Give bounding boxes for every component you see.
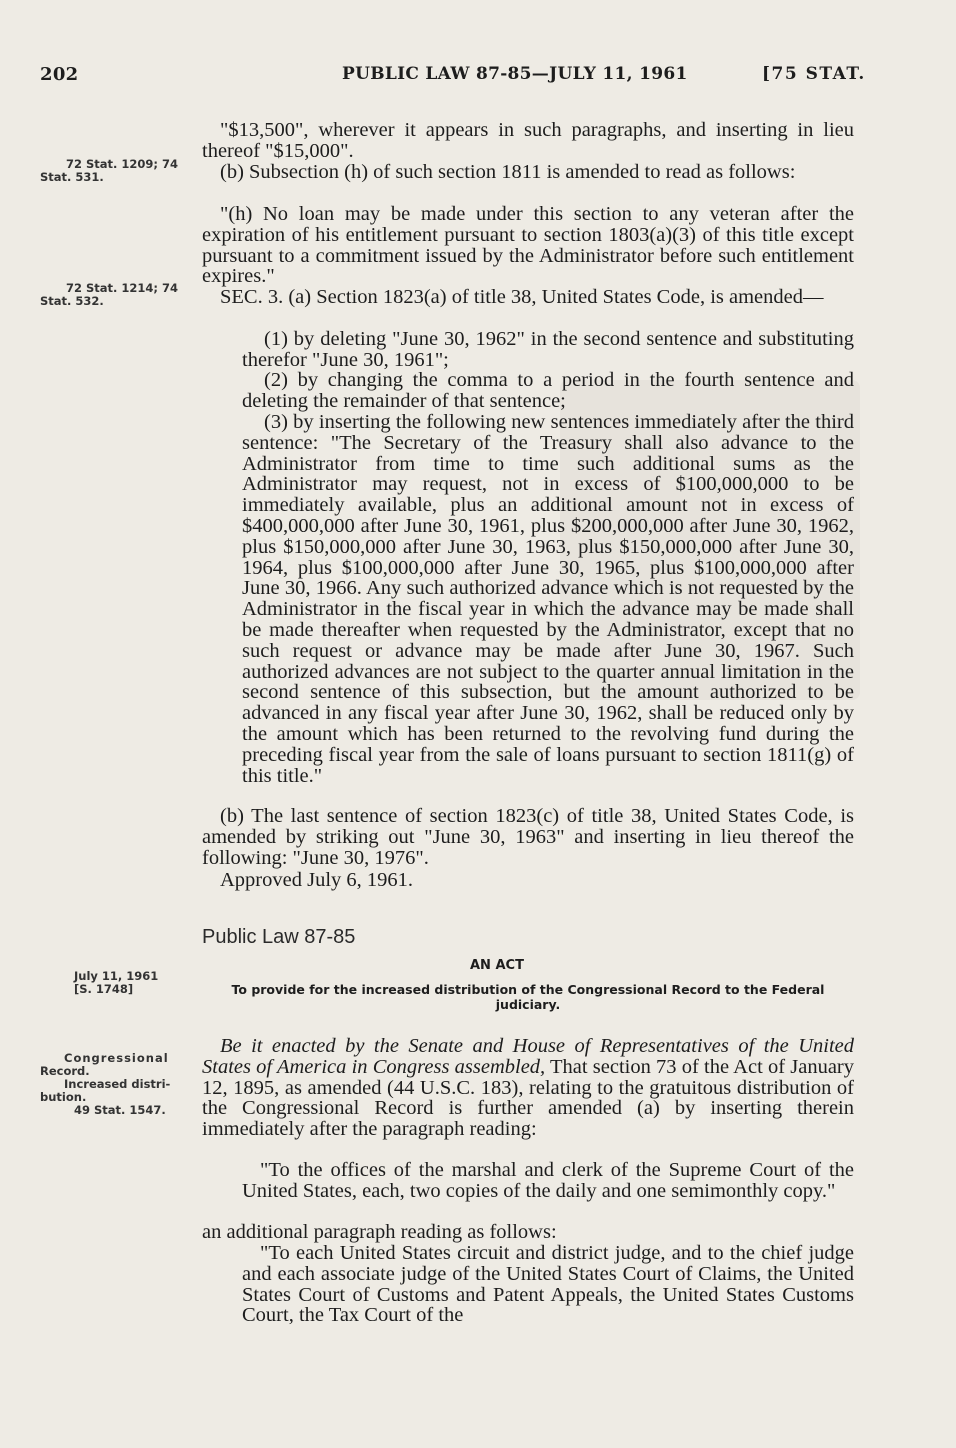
statute-volume: [75 STAT. [762,64,866,84]
clause-2: (2) by changing the comma to a period in the fourth sentence and deleting the remainder of that sentence; [242,369,854,412]
enacting-clause [202,1036,854,1140]
margin-note-line: Increased distri- [64,1077,171,1091]
enacting-text: That section 73 of the Act of January 12, 1895, as amended (44 U.S.C. 183), relating to the gratuitous distribution of the Congressional Record is further amended (a) by inserting therein immediately after the paragraph reading: [202,1055,854,1141]
margin-note-line: 72 Stat. 1214; 74 [66,281,179,295]
clause-1: (1) by deleting "June 30, 1962" in the second sentence and substituting therefor "June 30, 1961"; [242,328,854,371]
quoted-paragraph-1: "To the offices of the marshal and clerk of the Supreme Court of the United States, each, two copies of the daily and one semimonthly copy." [242,1159,854,1202]
margin-note-line: 49 Stat. 1547. [74,1103,166,1117]
act-purpose: To provide for the increased distribution of the Congressional Record to the Federal judiciary. [231,982,825,1012]
enacting-formula: Be it enacted by the Senate and House of Representatives of the United States of America in Congress assembled, [202,1035,854,1078]
margin-note-line: Congressional [64,1051,169,1065]
margin-note-line: July 11, 1961 [74,969,159,983]
clause-3: (3) by inserting the following new sentences immediately after the third sentence: "The Secretary of the Treasury shall also advance to the Administrator from time to time such additional sums as the Administrator may request, not in excess of $100,000,000 to be immediately available, plus an additional amount not in excess of $400,000,000 after June 30, 1961, plus $200,000,000 after June 30, 1962, plus $150,000,000 after June 30, 1963, plus $150,000,000 after June 30, 1964, plus $100,000,000 after June 30, 1965, plus $100,000,000 after June 30, 1966. Any such authorized advance which is not requested by the Administrator in the fiscal year in which the advance may be made shall be made thereafter when requested by the Administrator, except that no such request or advance may be made after June 30, 1967. Such authorized advances are not subject to the quarter annual limitation in the second sentence of this subsection, but the amount authorized to be advanced in any fiscal year after June 30, 1962, shall be reduced only by the amount which has been returned to the revolving fund during the preceding fiscal year from the sale of loans pursuant to section 1811(g) of this title." [242,411,854,787]
margin-note-line: bution. [40,1090,87,1104]
margin-note-line: [S. 1748] [74,982,134,996]
margin-note-line: Stat. 531. [40,170,104,184]
margin-note-record [40,1052,190,1117]
an-act-heading: AN ACT [470,958,524,973]
paragraph-subsection-b: (b) Subsection (h) of such section 1811 is amended to read as follows: [220,161,796,183]
additional-paragraph-intro: an additional paragraph reading as follows: [202,1221,557,1243]
paragraph-subsection-b-2: (b) The last sentence of section 1823(c) of title 38, United States Code, is amended by striking out "June 30, 1963" and inserting in lieu thereof the following: "June 30, 1976". [202,805,854,869]
paragraph-sec-3: SEC. 3. (a) Section 1823(a) of title 38, United States Code, is amended— [220,286,824,308]
paragraph-quote-h: "(h) No loan may be made under this section to any veteran after the expiration of his entitlement pursuant to section 1803(a)(3) of this title except pursuant to a commitment issued by the Administrator before such entitlement expires." [202,203,854,288]
quoted-paragraph-2: "To each United States circuit and district judge, and to the chief judge and each associate judge of the United States Court of Claims, the United States Court of Customs and Patent Appeals, the United States Customs Court, the Tax Court of the [242,1242,854,1327]
margin-note-date [40,970,190,996]
public-law-title: Public Law 87-85 [202,926,356,948]
approved-date: Approved July 6, 1961. [220,869,414,891]
margin-note-stat-2 [40,282,190,308]
margin-note-line: Stat. 532. [40,294,104,308]
margin-note-line: 72 Stat. 1209; 74 [66,157,179,171]
margin-note-line: Record. [40,1064,90,1078]
running-head: PUBLIC LAW 87-85—JULY 11, 1961 [342,64,688,84]
paragraph-continuation: "$13,500", wherever it appears in such paragraphs, and inserting in lieu thereof "$15,000". [202,119,854,162]
page-number: 202 [40,64,79,85]
margin-note-stat-1 [40,158,190,184]
